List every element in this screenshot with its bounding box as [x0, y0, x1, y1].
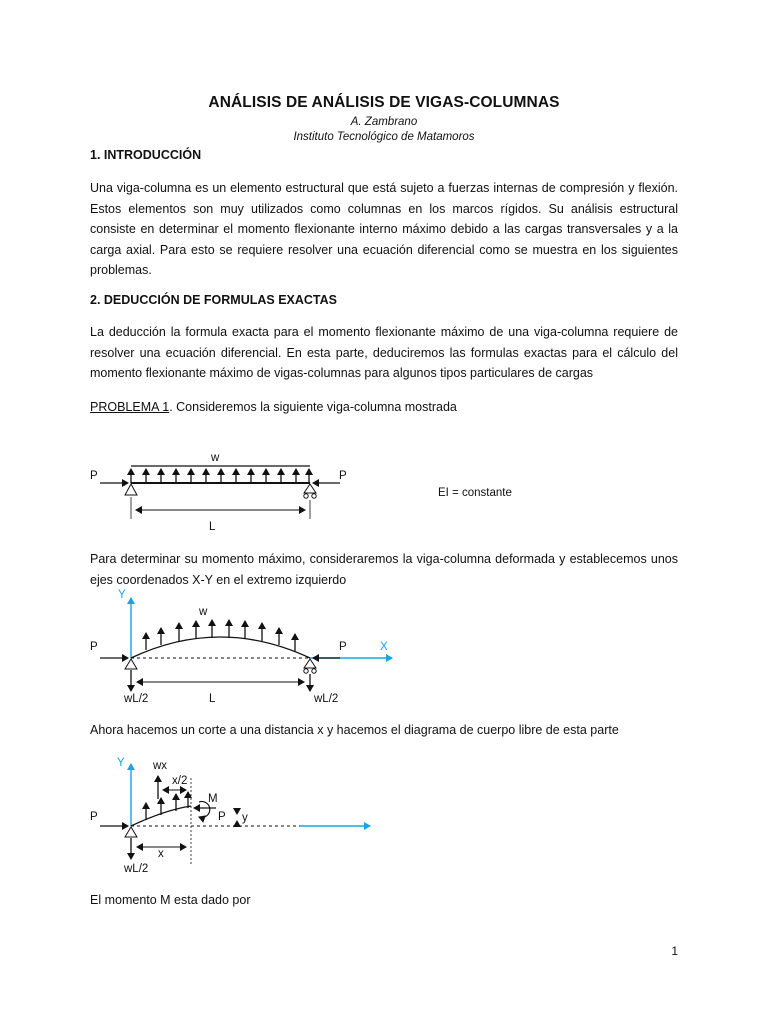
figure-beam-column — [0, 445, 768, 540]
document-title: ANÁLISIS DE ANÁLISIS DE VIGAS-COLUMNAS — [208, 94, 560, 111]
fig1-axial-left: P — [90, 470, 98, 482]
fig3-deflection-label: y — [242, 812, 248, 824]
fig2-roller-support — [304, 659, 316, 673]
fig3-pin-support — [125, 827, 137, 837]
fig1-load-label: w — [211, 452, 220, 464]
fig3-axial-left: P — [90, 811, 98, 823]
moment-line: El momento M esta dado por — [90, 893, 251, 907]
fig1-span-label: L — [209, 521, 216, 533]
deduction-heading: 2. DEDUCCIÓN DE FORMULAS EXACTAS — [90, 293, 338, 307]
fig1-pin-support — [125, 484, 137, 495]
fig2-axis-y-label: Y — [118, 589, 126, 601]
fig3-load-arrows — [146, 792, 188, 820]
deduction-paragraph: La deducción la formula exacta para el momento flexionante máximo de una viga-columna requiere de resolver una ecuación diferencial. En esta parte, deduciremos las formulas exactas para el cálculo del momento flexionante máximo de vigas-columnas para algunos tipos particulares de cargas — [90, 325, 678, 380]
fig2-load-arrows — [146, 620, 295, 651]
fig3-moment-label: M — [208, 793, 218, 805]
author: A. Zambrano — [350, 116, 418, 128]
fig2-load-label: w — [199, 606, 208, 618]
intro-heading: 1. INTRODUCCIÓN — [90, 148, 202, 162]
fig2-span-label: L — [209, 693, 216, 705]
fig3-resultant-label: wx — [153, 760, 168, 772]
figure-deformed-beam — [0, 586, 768, 706]
intro-paragraph: Una viga-columna es un elemento estructural que está sujeto a fuerzas internas de compresión y flexión. Estos elementos son muy utilizados como columnas en los marcos rígidos. Su análisis estructural consiste en determinar el momento flexionante interno máximo debido a las cargas transversales y a la carga axial. Para esto se requiere resolver una ecuación diferencial como se muestra en los siguientes problemas. — [90, 181, 678, 277]
fig1-axial-right: P — [339, 470, 347, 482]
problem-1-text: . Consideremos la siguiente viga-columna mostrada — [169, 400, 457, 414]
fig2-reaction-left: wL/2 — [124, 693, 149, 705]
fig3-reaction-left: wL/2 — [124, 863, 149, 875]
fig3-axis-y-label: Y — [117, 757, 125, 769]
fig3-half-label: x/2 — [172, 775, 188, 787]
fig2-axial-right: P — [339, 641, 347, 653]
fig2-axial-left: P — [90, 641, 98, 653]
problem-1-line — [90, 400, 457, 414]
fig3-moment-arrow — [199, 802, 210, 818]
fig2-deflected-beam — [131, 637, 310, 658]
fig2-pin-support — [125, 659, 137, 669]
cut-line: Ahora hacemos un corte a una distancia x y hacemos el diagrama de cuerpo libre de esta parte — [90, 723, 619, 737]
fig1-stiffness-note: EI = constante — [438, 487, 512, 499]
deformed-paragraph: Para determinar su momento máximo, consideraremos la viga-columna deformada y establecemos unos ejes coordenados X-Y en el extremo izquierdo — [90, 552, 678, 587]
fig1-roller-support — [304, 484, 316, 498]
figure-free-body — [0, 754, 768, 876]
fig2-reaction-right: wL/2 — [314, 693, 339, 705]
fig3-axial-cut: P — [218, 811, 226, 823]
problem-1-label: PROBLEMA 1 — [90, 400, 170, 414]
institution: Instituto Tecnológico de Matamoros — [293, 131, 475, 143]
fig3-cut-distance-label: x — [158, 848, 164, 860]
fig1-load-arrows — [131, 469, 309, 483]
fig2-axis-x-label: X — [380, 641, 388, 653]
page-number: 1 — [671, 944, 678, 958]
